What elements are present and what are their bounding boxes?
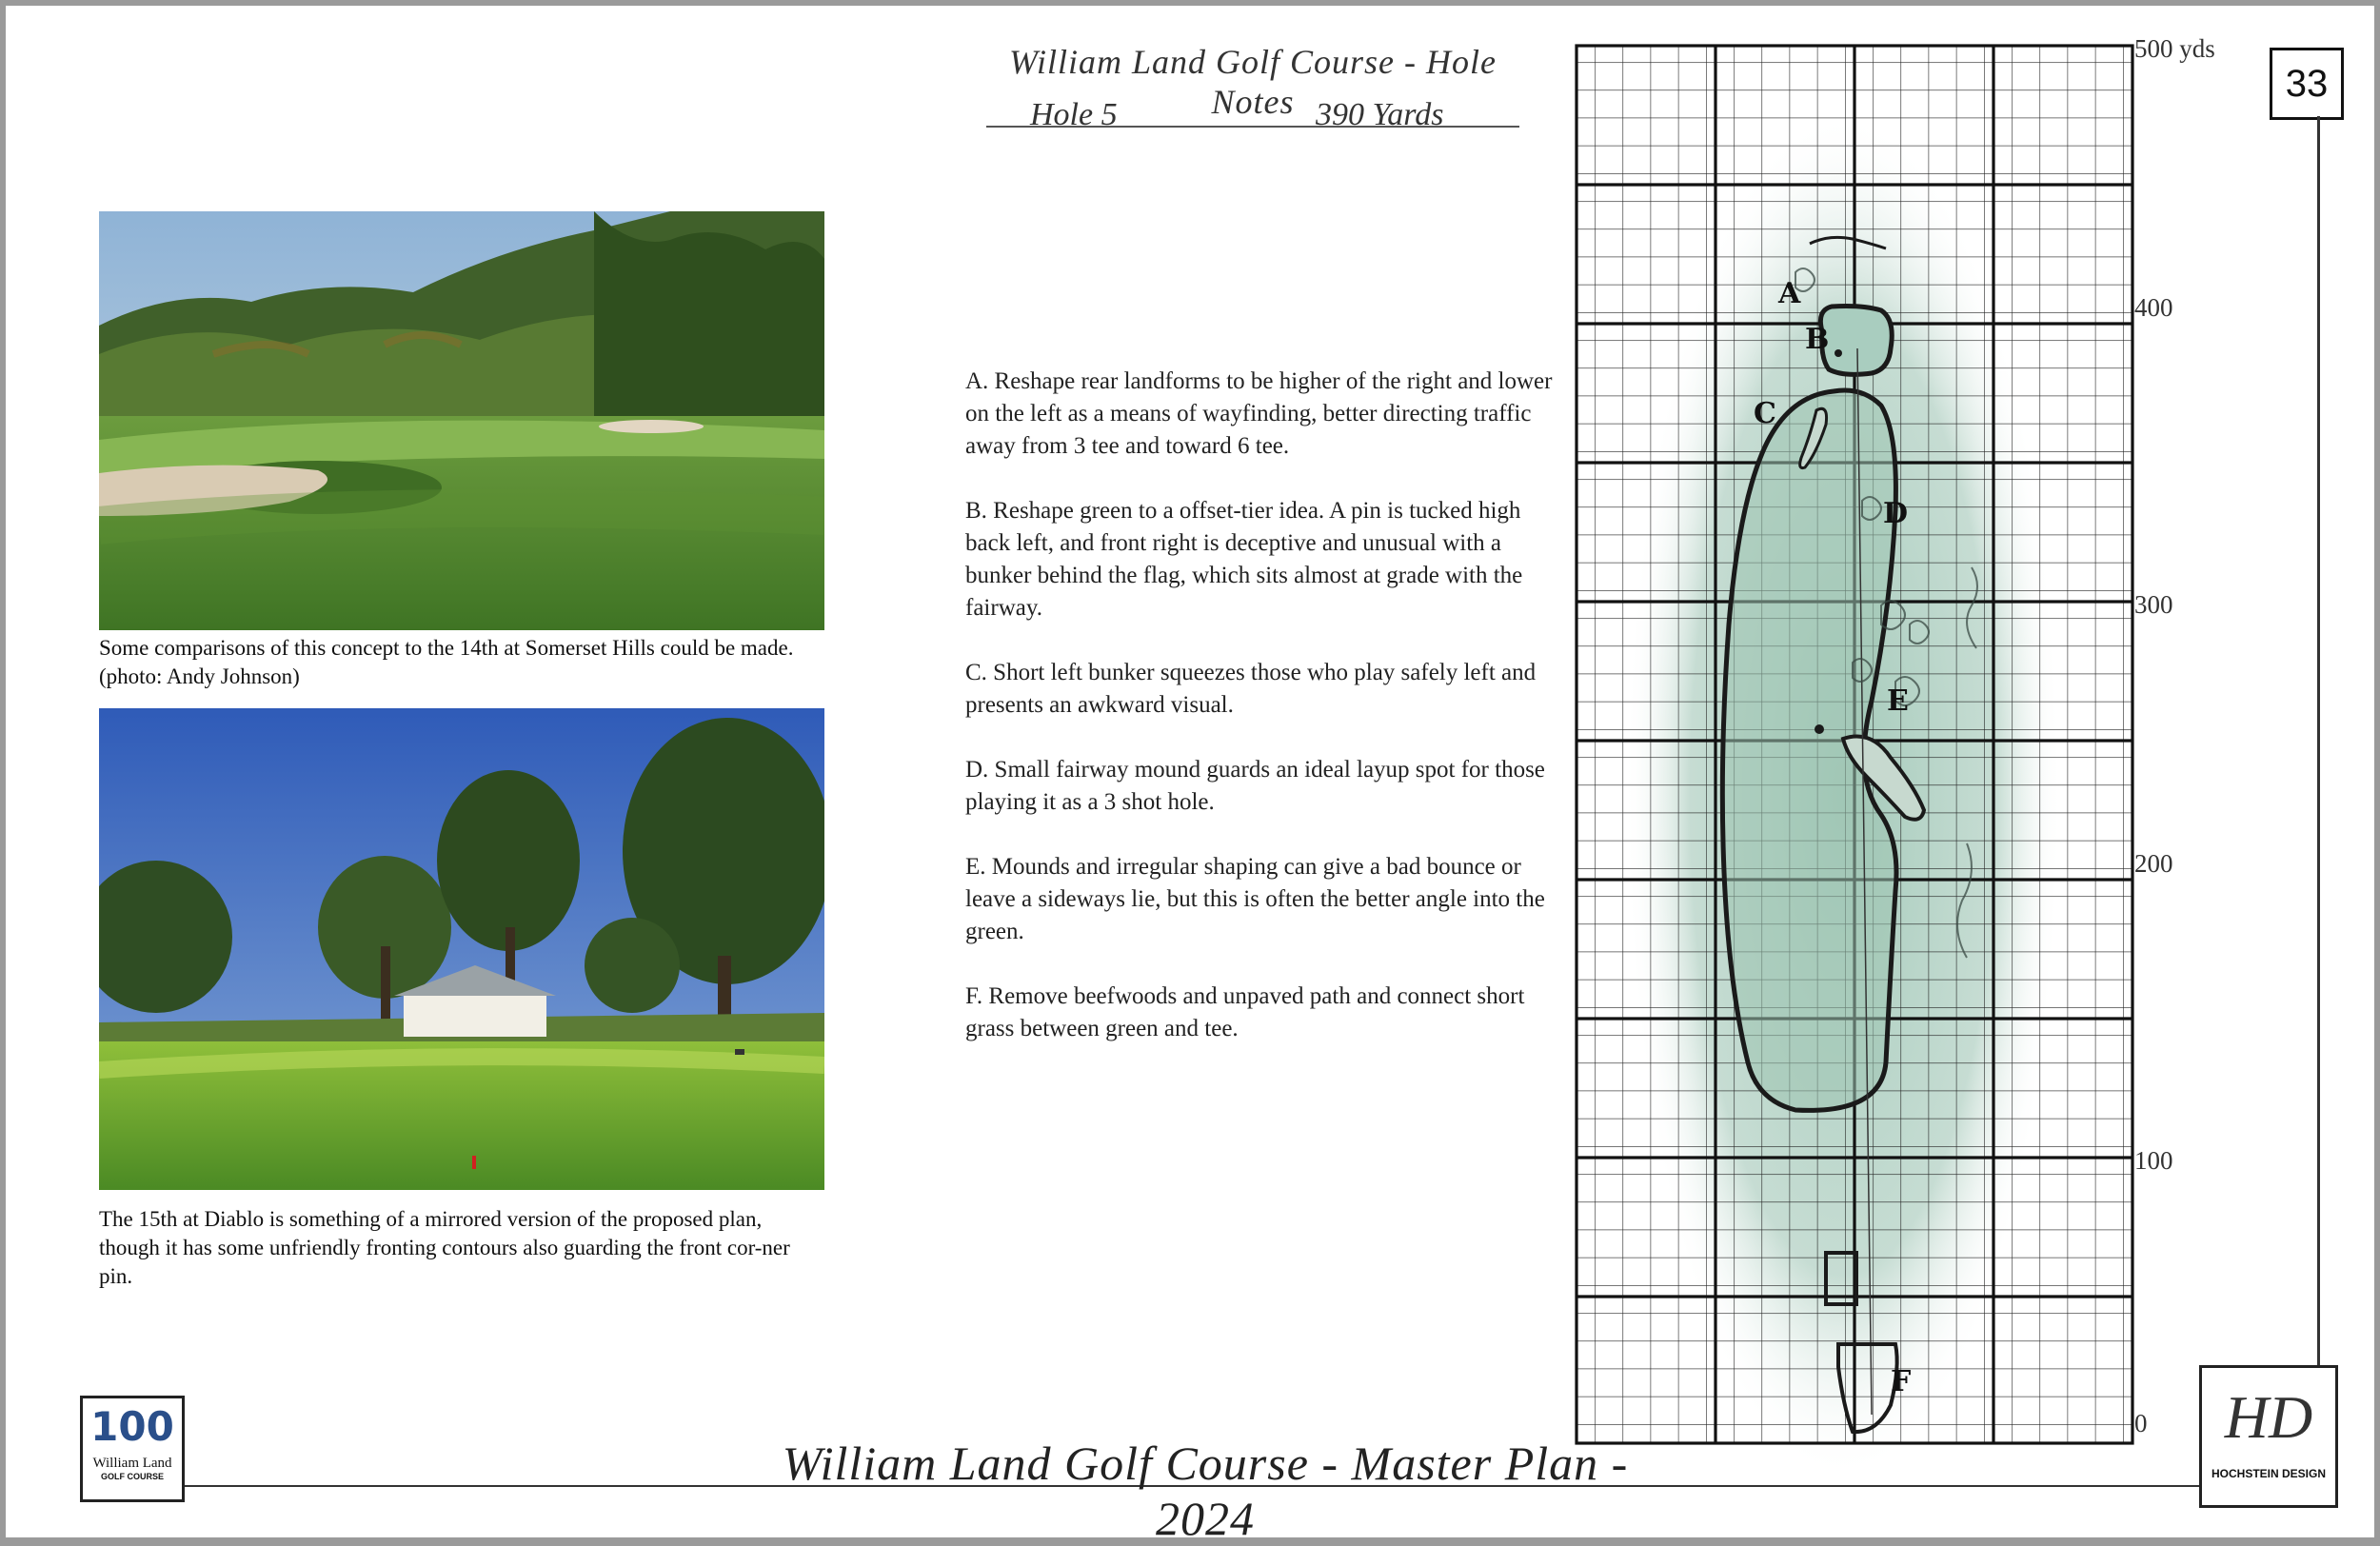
scale-200: 200 [2134, 849, 2173, 878]
pin-marker [1835, 349, 1842, 357]
photo-caption-1: Some comparisons of this concept to the 14th at Somerset Hills could be made. (photo: Andy Johnson) [99, 636, 794, 688]
logo-firm-name: HOCHSTEIN DESIGN [2211, 1467, 2326, 1480]
green-outline [1820, 307, 1892, 375]
plan-letter-a: A [1778, 277, 1801, 310]
photo-somerset-hills-image [99, 211, 824, 630]
yardage-label: 390 Yards [1316, 97, 1444, 132]
plan-letter-d: D [1883, 497, 1909, 530]
note-d: D. Small fairway mound guards an ideal layup spot for those playing it as a 3 shot hole. [965, 757, 1545, 815]
photo-diablo-image [99, 708, 824, 1190]
scale-0: 0 [2134, 1409, 2148, 1437]
logo-number: 100 [90, 1403, 174, 1450]
photo-diablo [99, 708, 824, 1190]
logo-monogram: HD [2224, 1383, 2313, 1451]
note-b: B. Reshape green to a offset-tier idea. A pin is tucked high back left, and front right is deceptive and unusual with a bunker behind the flag, which sits almost at grade with the fairway. [965, 498, 1523, 621]
page-title: William Land Golf Course - Hole Notes [986, 42, 1519, 128]
layup-marker [1815, 724, 1824, 734]
plan-letter-f: F [1891, 1365, 1912, 1398]
hole-plan-drawing [1567, 34, 2138, 1519]
plan-letter-e: E [1887, 684, 1909, 718]
plan-letter-b: B [1805, 323, 1830, 356]
hole-label: Hole 5 [1030, 97, 1118, 132]
note-c: C. Short left bunker squeezes those who play safely left and presents an awkward visual. [965, 660, 1537, 718]
footer-title: William Land Golf Course - Master Plan - 2024 [782, 1437, 1629, 1545]
note-f: F. Remove beefwoods and unpaved path and connect short grass between green and tee. [965, 983, 1525, 1041]
photo-caption-2: The 15th at Diablo is something of a mirrored version of the proposed plan, though it has some unfriendly fronting contours also guarding the front cor-ner pin. [99, 1207, 790, 1288]
scale-500: 500 yds [2134, 34, 2215, 63]
logo-name: William Land [92, 1456, 172, 1471]
logo-sub: GOLF COURSE [100, 1472, 164, 1481]
scale-400: 400 [2134, 293, 2173, 322]
hochstein-design-logo [2199, 1365, 2338, 1508]
william-land-centennial-logo [80, 1396, 185, 1502]
plan-letter-c: C [1754, 397, 1776, 430]
hole-notes [965, 366, 1556, 1078]
frame-line-right [2317, 116, 2320, 1365]
scale-100: 100 [2134, 1146, 2173, 1175]
hole-number-badge: 33 [2270, 48, 2344, 120]
note-e: E. Mounds and irregular shaping can give a bad bounce or leave a sideways lie, but this is often the better angle into the green. [965, 854, 1545, 944]
note-a: A. Reshape rear landforms to be higher of the right and lower on the left as a means of wayfinding, better directing traffic away from 3 tee and toward 6 tee. [965, 368, 1553, 459]
document-page [6, 6, 2374, 1545]
photo-somerset-hills [99, 211, 824, 630]
scale-300: 300 [2134, 590, 2173, 619]
